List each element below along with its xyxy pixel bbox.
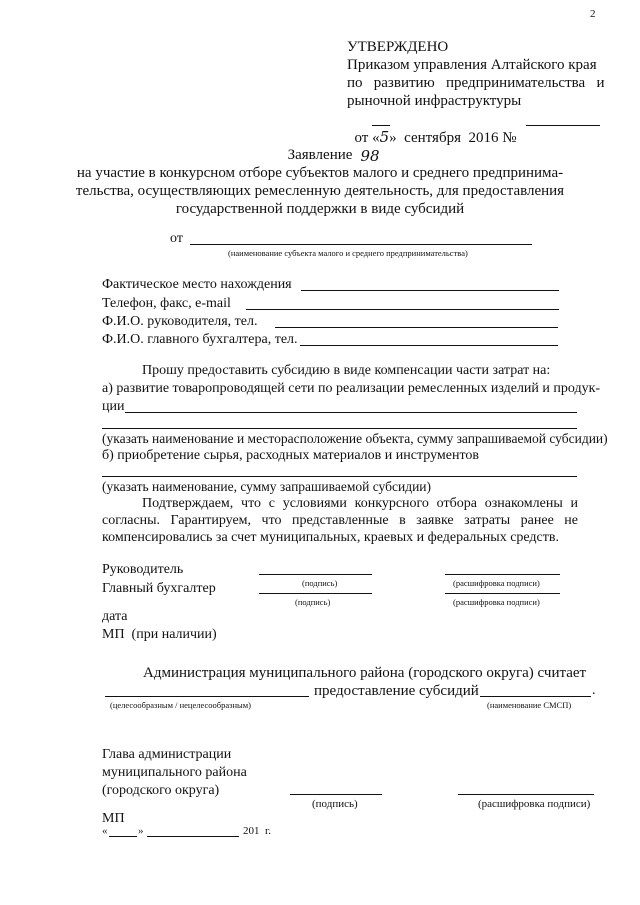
admin-date-close: » [138,825,144,837]
admin-period: . [592,683,596,698]
approval-line-2: по развитию предпринимательства и [347,75,605,91]
head-signature-caption: (подпись) [302,578,338,588]
admin-date-month-line[interactable] [147,836,239,837]
admin-stamp: МП [102,811,125,826]
title-line-4: государственной поддержки в виде субсидий [175,201,465,217]
location-label: Фактическое место нахождения [102,277,292,292]
admin-smsp-line[interactable] [480,696,591,697]
accountant-decode-caption: (расшифровка подписи) [453,597,540,607]
title-line-2: на участие в конкурсном отборе субъектов малого и среднего предпринима- [76,165,564,181]
approval-line-1: Приказом управления Алтайского края [347,57,597,73]
admin-date-day-line[interactable] [109,836,137,837]
item-a-line-2[interactable] [102,428,577,429]
admin-date-open: « [102,825,108,837]
date-day-underline [372,125,390,126]
request-item-a-line-1: а) развитие товаропроводящей сети по реализации ремесленных изделий и продук- [102,381,601,396]
accountant-label: Ф.И.О. главного бухгалтера, тел. [102,332,298,347]
admin-head-2: муниципального района [102,765,247,780]
request-item-b: б) приобретение сырья, расходных материалов и инструментов [102,448,480,463]
from-caption: (наименование субъекта малого и среднего предпринимательства) [228,248,468,258]
from-line[interactable] [190,244,532,245]
accountant-decode-line[interactable] [445,593,560,594]
title-line-1: Заявление [287,147,353,163]
item-b-line[interactable] [102,476,577,477]
accountant-line[interactable] [300,345,558,346]
admin-decode-caption: (расшифровка подписи) [478,798,591,810]
approval-heading: УТВЕРЖДЕНО [347,39,449,55]
head-signature-line[interactable] [259,574,372,575]
admin-decision-line[interactable] [105,696,309,697]
phone-label: Телефон, факс, e-mail [102,296,231,311]
admin-caption-left: (целесообразным / нецелесообразным) [110,700,251,710]
request-intro: Прошу предоставить субсидию в виде компенсации части затрат на: [142,363,551,378]
phone-line[interactable] [246,309,559,310]
confirm-text: Подтверждаем, что с условиями конкурсного отбора ознакомлены и согласны. Гарантируем, что представленные в заявке затраты ранее не компенсировались за счет муниципальных, краевых и федеральных средств. [102,496,578,545]
admin-statement-2: предоставление субсидий [314,683,479,699]
page-number: 2 [590,8,596,20]
head-decode-caption: (расшифровка подписи) [453,578,540,588]
approval-date-day: 5 [379,128,390,146]
admin-signature-caption: (подпись) [312,798,358,810]
caption-b: (указать наименование, сумму запрашиваемой субсидии) [102,479,432,494]
director-label: Ф.И.О. руководителя, тел. [102,314,258,329]
admin-caption-right: (наименование СМСП) [487,700,572,710]
approval-line-3: рыночной инфраструктуры [347,93,522,109]
accountant-signature-line[interactable] [259,593,372,594]
head-decode-line[interactable] [445,574,560,575]
admin-head-1: Глава администрации [102,747,232,762]
location-line[interactable] [301,290,559,291]
admin-date-year: 201 г. [243,825,272,837]
request-item-a-line-2: ции [102,399,125,414]
admin-statement-1: Администрация муниципального района (городского округа) считает [143,665,587,681]
accountant-signature-caption: (подпись) [295,597,331,607]
stamp-label: МП (при наличии) [102,627,217,642]
item-a-line-1[interactable] [125,412,577,413]
approval-number: 98 [360,147,380,165]
title-line-3: тельства, осуществляющих ремесленную деятельность, для предоставления [75,183,565,199]
date-label: дата [102,609,128,624]
caption-a: (указать наименование и месторасположение объекта, сумму запрашиваемой субсидии) [102,431,608,446]
accountant-sign-label: Главный бухгалтер [102,581,216,596]
approval-date-prefix: от « [354,130,380,146]
admin-head-3: (городского округа) [102,783,220,798]
head-label: Руководитель [102,562,184,577]
admin-decode-line[interactable] [458,794,594,795]
director-line[interactable] [275,327,558,328]
admin-signature-line[interactable] [290,794,382,795]
date-number-underline [526,125,600,126]
approval-date-mid: » сентября 2016 № [389,130,517,146]
from-label: от [170,231,183,246]
